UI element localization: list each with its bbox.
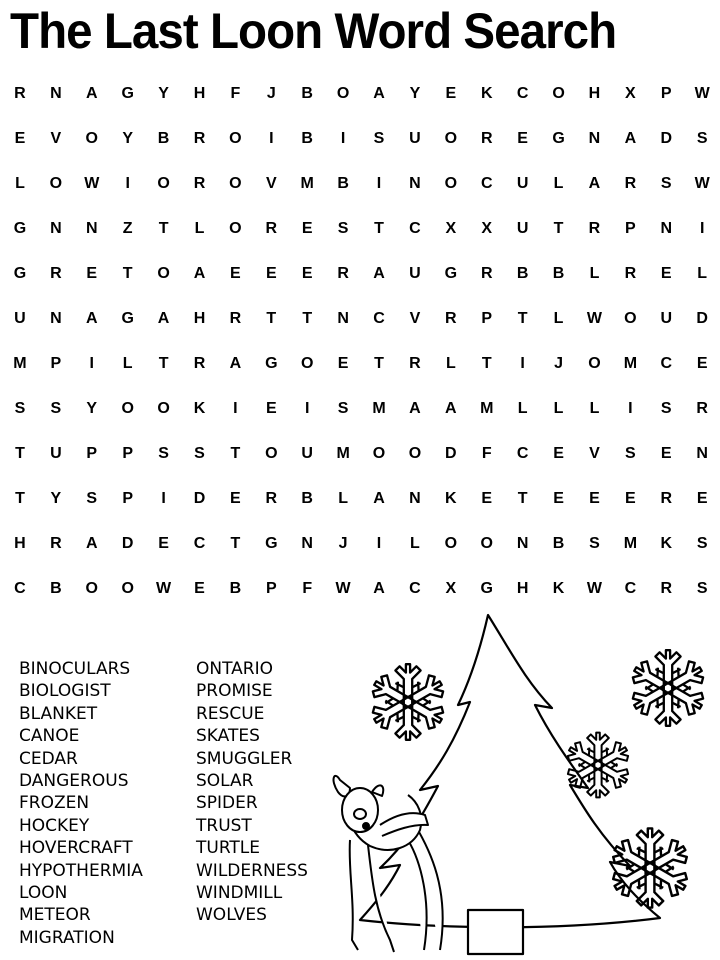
word-search-grid	[2, 71, 720, 611]
grid-letter: O	[157, 264, 170, 282]
grid-letter: T	[158, 354, 169, 372]
grid-letter: T	[230, 534, 241, 552]
grid-letter: O	[552, 84, 565, 102]
grid-letter: C	[14, 579, 26, 597]
grid-letter: A	[85, 534, 98, 552]
grid-letter: N	[50, 84, 62, 102]
grid-letter: S	[696, 129, 708, 147]
grid-letter: R	[480, 129, 493, 147]
grid-row	[2, 296, 720, 341]
grid-letter: O	[444, 534, 458, 552]
grid-letter: C	[373, 309, 385, 327]
grid-letter: L	[338, 489, 348, 507]
grid-letter: B	[50, 579, 62, 597]
grid-letter: R	[337, 264, 349, 282]
word-list-item: SKATES	[196, 726, 260, 747]
grid-letter: L	[15, 174, 25, 192]
grid-letter: E	[265, 264, 277, 282]
grid-letter: S	[158, 444, 169, 462]
grid-letter: A	[373, 84, 385, 102]
grid-letter: C	[480, 174, 493, 192]
grid-letter: W	[694, 174, 710, 192]
grid-letter: U	[50, 444, 62, 462]
grid-letter: L	[122, 354, 133, 372]
grid-letter: A	[409, 399, 421, 417]
grid-row	[2, 431, 720, 476]
grid-letter: D	[445, 444, 457, 462]
grid-letter: B	[552, 534, 565, 552]
grid-letter: W	[586, 579, 602, 597]
grid-letter: E	[696, 354, 708, 372]
grid-row	[2, 251, 720, 296]
grid-letter: W	[586, 309, 602, 327]
grid-letter: T	[517, 309, 528, 327]
grid-letter: E	[158, 534, 169, 552]
grid-letter: Y	[158, 84, 169, 102]
grid-letter: E	[660, 264, 672, 282]
word-list-item: DANGEROUS	[19, 771, 129, 792]
grid-letter: N	[696, 444, 708, 462]
grid-letter: H	[588, 84, 601, 102]
grid-letter: C	[193, 534, 206, 552]
grid-letter: M	[336, 444, 350, 462]
snowflake-icon	[369, 664, 447, 740]
grid-letter: O	[300, 354, 314, 372]
grid-letter: K	[445, 489, 457, 507]
grid-letter: H	[14, 534, 26, 552]
grid-letter: O	[85, 579, 98, 597]
word-list-item: WILDERNESS	[196, 860, 308, 881]
word-list-item: CANOE	[19, 726, 80, 747]
grid-letter: E	[553, 489, 564, 507]
word-list-item: SOLAR	[196, 771, 254, 792]
grid-letter: X	[625, 84, 636, 102]
grid-letter: O	[588, 354, 601, 372]
grid-letter: A	[445, 399, 457, 417]
word-list-item: BLANKET	[19, 703, 98, 724]
grid-letter: P	[265, 579, 277, 597]
grid-letter: M	[623, 354, 638, 372]
grid-letter: F	[481, 444, 492, 462]
grid-letter: W	[335, 579, 351, 597]
grid-letter: T	[374, 219, 384, 237]
grid-letter: X	[445, 219, 457, 237]
grid-letter: Y	[122, 129, 133, 147]
grid-letter: G	[265, 534, 278, 552]
grid-letter: S	[337, 399, 349, 417]
grid-letter: G	[552, 129, 565, 147]
word-list-item: TRUST	[196, 815, 252, 836]
grid-letter: U	[409, 129, 421, 147]
grid-letter: J	[266, 84, 276, 102]
grid-letter: S	[696, 534, 708, 552]
grid-letter: I	[376, 174, 382, 192]
grid-letter: G	[480, 579, 493, 597]
grid-letter: O	[372, 444, 386, 462]
grid-letter: P	[481, 309, 493, 327]
grid-letter: W	[84, 174, 100, 192]
grid-letter: N	[85, 219, 98, 237]
grid-letter: A	[229, 354, 242, 372]
grid-letter: P	[122, 489, 133, 507]
grid-letter: N	[301, 534, 313, 552]
grid-letter: Z	[122, 219, 133, 237]
word-list-item: CEDAR	[19, 748, 78, 769]
grid-letter: E	[265, 399, 277, 417]
grid-letter: O	[121, 579, 134, 597]
grid-letter: P	[122, 444, 133, 462]
grid-row	[2, 71, 720, 116]
grid-letter: P	[86, 444, 98, 462]
grid-letter: E	[589, 489, 600, 507]
grid-letter: S	[50, 399, 62, 417]
grid-letter: X	[445, 579, 457, 597]
grid-letter: R	[265, 489, 278, 507]
grid-letter: M	[13, 354, 27, 372]
grid-letter: I	[89, 354, 94, 372]
winter-illustration	[320, 610, 720, 960]
grid-letter: O	[444, 129, 458, 147]
grid-row	[2, 566, 720, 611]
word-list-item: TURTLE	[196, 838, 260, 859]
grid-letter: T	[266, 309, 277, 327]
grid-letter: S	[660, 174, 672, 192]
grid-letter: B	[301, 129, 313, 147]
grid-letter: P	[625, 219, 636, 237]
grid-letter: J	[554, 354, 563, 372]
grid-letter: G	[13, 264, 27, 282]
snowflake-icon	[565, 733, 632, 798]
grid-letter: T	[122, 264, 133, 282]
grid-letter: A	[624, 129, 637, 147]
grid-letter: R	[14, 84, 26, 102]
grid-letter: L	[553, 399, 564, 417]
grid-letter: M	[623, 534, 638, 552]
grid-letter: R	[660, 489, 673, 507]
grid-letter: S	[194, 444, 205, 462]
grid-letter: U	[409, 264, 421, 282]
grid-letter: O	[157, 174, 170, 192]
grid-letter: E	[517, 129, 528, 147]
grid-letter: N	[588, 129, 601, 147]
grid-letter: O	[444, 174, 458, 192]
grid-letter: R	[193, 354, 206, 372]
grid-letter: H	[193, 84, 206, 102]
grid-letter: T	[230, 444, 241, 462]
grid-letter: L	[517, 399, 528, 417]
grid-letter: S	[660, 399, 672, 417]
grid-letter: A	[588, 174, 601, 192]
grid-letter: T	[158, 219, 169, 237]
grid-letter: G	[444, 264, 458, 282]
grid-letter: T	[481, 354, 492, 372]
grid-letter: E	[445, 84, 457, 102]
grid-letter: V	[589, 444, 600, 462]
word-list-item: BIOLOGIST	[19, 681, 111, 702]
grid-letter: R	[193, 174, 206, 192]
word-list-item: BINOCULARS	[19, 659, 131, 679]
grid-letter: T	[374, 354, 384, 372]
grid-letter: V	[409, 309, 421, 327]
grid-letter: L	[410, 534, 420, 552]
grid-letter: A	[85, 309, 98, 327]
grid-letter: E	[14, 129, 26, 147]
grid-letter: E	[86, 264, 98, 282]
grid-letter: L	[553, 174, 564, 192]
grid-letter: R	[193, 129, 206, 147]
grid-letter: I	[161, 489, 166, 507]
grid-letter: H	[193, 309, 206, 327]
word-list-item: METEOR	[19, 905, 91, 926]
grid-letter: B	[337, 174, 349, 192]
grid-letter: Y	[50, 489, 62, 507]
grid-letter: T	[15, 489, 25, 507]
grid-letter: R	[696, 399, 708, 417]
grid-letter: S	[625, 444, 636, 462]
word-list-item: MIGRATION	[19, 927, 115, 948]
grid-letter: C	[516, 84, 529, 102]
grid-letter: C	[516, 444, 529, 462]
grid-letter: R	[624, 264, 637, 282]
grid-letter: W	[156, 579, 172, 597]
grid-letter: V	[50, 129, 62, 147]
grid-letter: R	[660, 579, 673, 597]
grid-letter: N	[660, 219, 673, 237]
grid-letter: D	[193, 489, 206, 507]
word-list-item: WINDMILL	[196, 883, 283, 904]
grid-row	[2, 341, 720, 386]
grid-letter: M	[372, 399, 386, 417]
grid-letter: D	[121, 534, 134, 552]
grid-letter: B	[229, 579, 242, 597]
grid-letter: P	[50, 354, 62, 372]
page-title: The Last Loon Word Search	[10, 3, 617, 59]
grid-letter: F	[302, 579, 313, 597]
grid-letter: R	[588, 219, 601, 237]
grid-letter: R	[265, 219, 278, 237]
grid-letter: K	[660, 534, 673, 552]
grid-letter: K	[552, 579, 565, 597]
grid-letter: H	[516, 579, 529, 597]
grid-letter: D	[660, 129, 673, 147]
word-list-item: ONTARIO	[196, 659, 273, 679]
grid-letter: I	[269, 129, 274, 147]
grid-letter: E	[660, 444, 672, 462]
grid-letter: O	[624, 309, 637, 327]
grid-letter: S	[86, 489, 98, 507]
grid-letter: N	[50, 309, 62, 327]
grid-letter: C	[660, 354, 673, 372]
grid-letter: I	[376, 534, 382, 552]
grid-letter: E	[194, 579, 205, 597]
word-list-item: HOVERCRAFT	[19, 838, 133, 859]
grid-letter: E	[301, 219, 313, 237]
grid-letter: R	[624, 174, 637, 192]
grid-letter: S	[14, 399, 26, 417]
grid-letter: N	[337, 309, 349, 327]
grid-letter: U	[516, 174, 529, 192]
grid-letter: S	[337, 219, 349, 237]
grid-letter: N	[50, 219, 62, 237]
grid-letter: N	[409, 174, 421, 192]
grid-letter: T	[517, 489, 528, 507]
grid-letter: Y	[86, 399, 98, 417]
grid-letter: J	[338, 534, 348, 552]
grid-letter: L	[697, 264, 708, 282]
grid-letter: A	[157, 309, 170, 327]
grid-letter: R	[409, 354, 421, 372]
grid-letter: A	[373, 489, 385, 507]
grid-letter: S	[696, 579, 708, 597]
grid-letter: K	[193, 399, 206, 417]
grid-letter: A	[193, 264, 206, 282]
grid-letter: V	[265, 174, 277, 192]
word-list-column-2	[196, 658, 308, 927]
grid-letter: E	[337, 354, 349, 372]
grid-letter: L	[589, 264, 600, 282]
grid-row	[2, 521, 720, 566]
grid-letter: B	[516, 264, 529, 282]
grid-letter: E	[481, 489, 493, 507]
grid-letter: O	[121, 399, 134, 417]
grid-letter: I	[520, 354, 525, 372]
word-list-item: SPIDER	[196, 793, 258, 814]
grid-row	[2, 206, 720, 251]
grid-letter: O	[229, 129, 242, 147]
grid-letter: B	[301, 489, 313, 507]
grid-row	[2, 386, 720, 431]
grid-letter: E	[553, 444, 564, 462]
word-list-item: FROZEN	[19, 793, 90, 814]
grid-letter: T	[553, 219, 564, 237]
grid-letter: O	[157, 399, 170, 417]
grid-letter: S	[373, 129, 385, 147]
grid-letter: E	[696, 489, 708, 507]
grid-letter: E	[230, 489, 241, 507]
grid-letter: I	[699, 219, 705, 237]
grid-letter: L	[194, 219, 205, 237]
grid-letter: G	[121, 309, 134, 327]
grid-letter: A	[373, 579, 385, 597]
grid-letter: U	[14, 309, 26, 327]
word-list-item: RESCUE	[196, 703, 265, 724]
grid-letter: T	[15, 444, 25, 462]
grid-letter: L	[589, 399, 600, 417]
grid-letter: G	[121, 84, 134, 102]
grid-letter: D	[696, 309, 708, 327]
grid-letter: O	[49, 174, 63, 192]
grid-letter: A	[373, 264, 385, 282]
grid-letter: C	[624, 579, 637, 597]
grid-letter: I	[125, 174, 130, 192]
grid-letter: I	[304, 399, 310, 417]
snowflake-icon	[629, 650, 707, 726]
grid-letter: L	[553, 309, 564, 327]
grid-letter: M	[300, 174, 314, 192]
grid-letter: N	[516, 534, 529, 552]
grid-letter: O	[480, 534, 493, 552]
grid-letter: X	[481, 219, 493, 237]
grid-letter: F	[230, 84, 241, 102]
grid-letter: G	[13, 219, 27, 237]
word-list-item: HOCKEY	[19, 815, 90, 836]
grid-letter: O	[265, 444, 278, 462]
grid-letter: T	[302, 309, 313, 327]
word-list-item: SMUGGLER	[196, 748, 293, 769]
grid-row	[2, 161, 720, 206]
word-list-item: WOLVES	[196, 905, 267, 926]
grid-letter: R	[229, 309, 242, 327]
word-list-column-1	[19, 658, 143, 949]
grid-letter: P	[660, 84, 672, 102]
grid-letter: E	[301, 264, 313, 282]
grid-letter: I	[233, 399, 238, 417]
grid-letter: I	[628, 399, 633, 417]
grid-letter: K	[480, 84, 493, 102]
grid-letter: O	[229, 219, 242, 237]
grid-letter: O	[408, 444, 422, 462]
grid-letter: R	[50, 534, 62, 552]
grid-letter: B	[301, 84, 313, 102]
grid-letter: O	[336, 84, 350, 102]
grid-letter: U	[516, 219, 529, 237]
grid-letter: E	[625, 489, 636, 507]
grid-letter: B	[552, 264, 565, 282]
grid-letter: L	[445, 354, 456, 372]
grid-letter: I	[340, 129, 346, 147]
grid-letter: Y	[409, 84, 421, 102]
word-list-item: HYPOTHERMIA	[19, 860, 143, 881]
grid-letter: O	[229, 174, 242, 192]
grid-letter: R	[50, 264, 62, 282]
grid-letter: S	[589, 534, 600, 552]
grid-letter: R	[480, 264, 493, 282]
grid-letter: O	[85, 129, 98, 147]
grid-letter: R	[445, 309, 457, 327]
grid-letter: U	[660, 309, 673, 327]
grid-letter: A	[85, 84, 98, 102]
grid-letter: E	[230, 264, 241, 282]
word-list-item: PROMISE	[196, 681, 273, 702]
grid-row	[2, 116, 720, 161]
grid-letter: C	[409, 219, 421, 237]
grid-letter: C	[409, 579, 421, 597]
grid-letter: B	[157, 129, 170, 147]
grid-letter: G	[265, 354, 278, 372]
word-list-item: LOON	[19, 883, 68, 904]
grid-row	[2, 476, 720, 521]
grid-letter: N	[409, 489, 421, 507]
grid-letter: U	[301, 444, 313, 462]
grid-letter: M	[480, 399, 494, 417]
grid-letter: W	[694, 84, 710, 102]
